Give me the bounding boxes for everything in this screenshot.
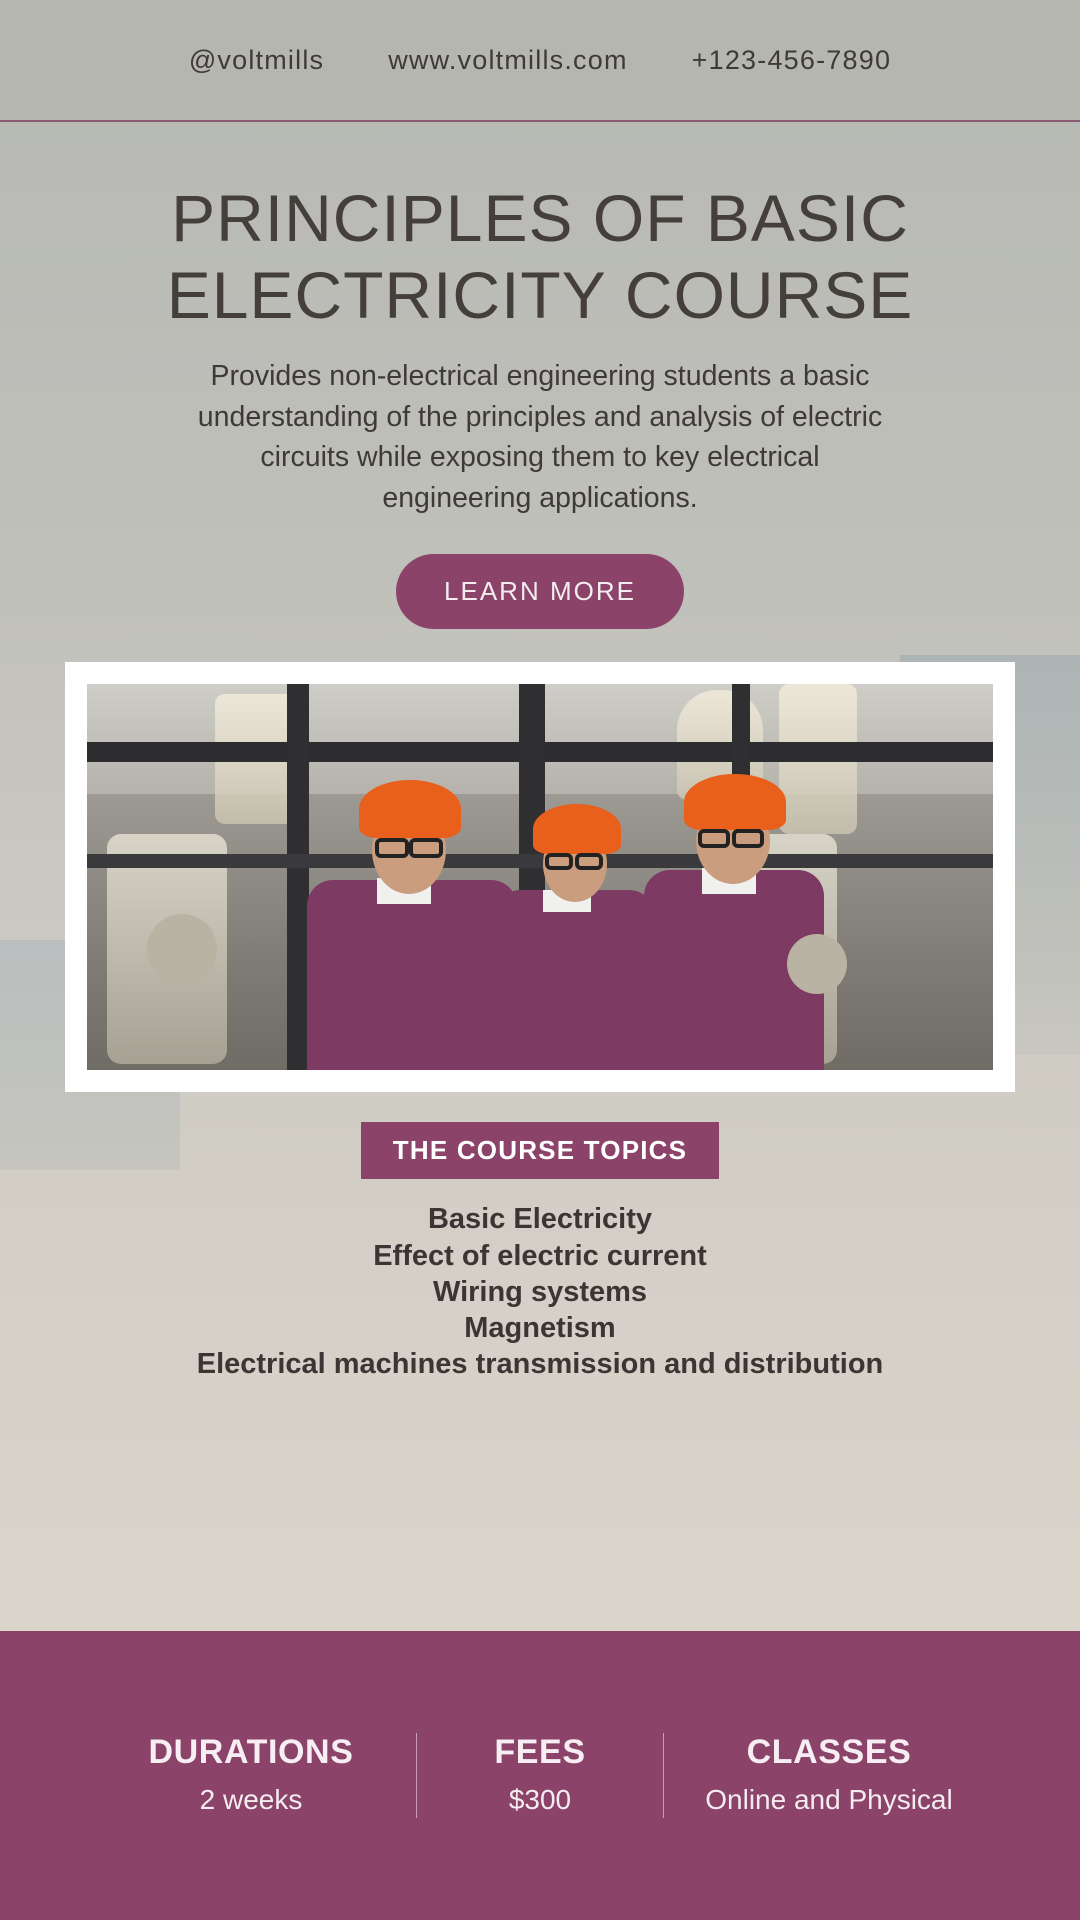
photo-student-body [495, 890, 655, 1070]
footer-heading: FEES [494, 1733, 586, 1772]
footer-column-durations [86, 1733, 416, 1818]
photo-student-helmet [533, 804, 621, 854]
details-footer [0, 1631, 1080, 1920]
footer-value: 2 weeks [199, 1784, 303, 1816]
photo-frame [65, 662, 1015, 1092]
photo-valve [147, 914, 217, 984]
photo-student-glasses [575, 853, 603, 870]
main-content [0, 180, 1080, 1383]
social-handle: @voltmills [188, 44, 325, 75]
learn-more-button[interactable]: LEARN MORE [396, 554, 684, 629]
footer-value: Online and Physical [705, 1784, 953, 1816]
hero-description: Provides non-electrical engineering students a basic understanding of the principles and analysis of electric circuits while exposing them to key electrical engineering applications. [197, 360, 883, 514]
footer-column-fees [416, 1733, 664, 1818]
list-item: Basic Electricity [427, 1203, 653, 1236]
page-title: PRINCIPLES OF BASIC ELECTRICITY COURSE [166, 181, 914, 333]
photo-student-glasses [409, 838, 443, 858]
topics-list [0, 1201, 1080, 1382]
website-url[interactable]: www.voltmills.com [388, 44, 628, 75]
photo-student-glasses [732, 829, 764, 848]
footer-value: $300 [508, 1784, 572, 1816]
footer-heading: CLASSES [746, 1733, 912, 1772]
photo-student-glasses [545, 853, 573, 870]
photo-student-body [307, 880, 517, 1070]
topics-badge: THE COURSE TOPICS [361, 1122, 719, 1179]
phone-number: +123-456-7890 [691, 44, 892, 75]
photo-valve [787, 934, 847, 994]
list-item: Electrical machines transmission and distribution [196, 1348, 884, 1381]
photo-student-helmet [684, 774, 786, 830]
photo-student-helmet [359, 780, 461, 838]
photo-student [632, 770, 842, 1070]
contact-bar [0, 0, 1080, 122]
list-item: Magnetism [464, 1312, 616, 1345]
lab-photo [87, 684, 993, 1070]
footer-heading: DURATIONS [148, 1733, 354, 1772]
list-item: Effect of electric current [373, 1239, 707, 1272]
list-item: Wiring systems [432, 1275, 648, 1308]
topics-badge-row [0, 1122, 1080, 1179]
cta-row [0, 554, 1080, 629]
footer-column-classes [664, 1733, 994, 1818]
photo-student-glasses [698, 829, 730, 848]
photo-student-glasses [375, 838, 409, 858]
